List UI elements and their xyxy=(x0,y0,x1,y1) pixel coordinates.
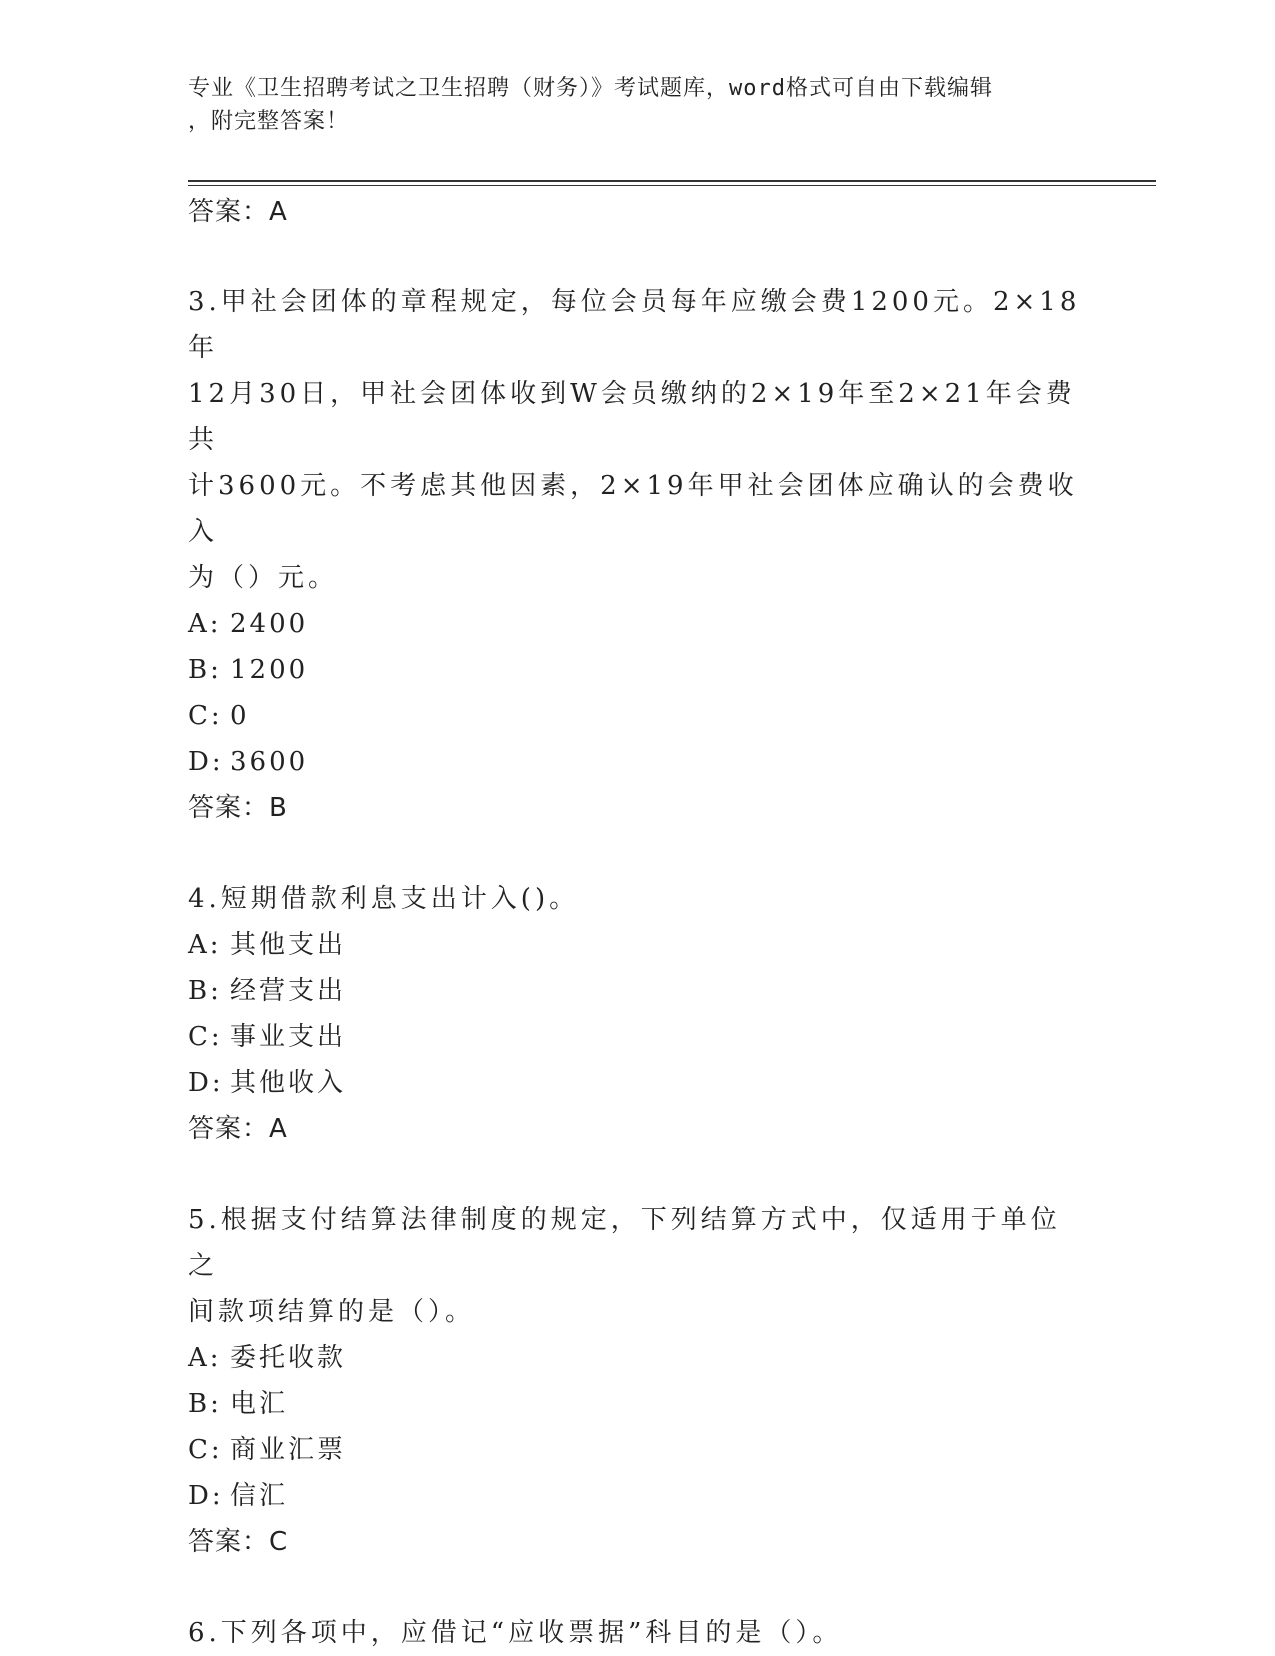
option-c: C: 事业支出 xyxy=(188,1022,347,1052)
option-b: B: 经营支出 xyxy=(188,976,347,1006)
question-item xyxy=(188,1197,1088,1565)
question-stem-line: 为（）元。 xyxy=(188,563,339,593)
question-stem-line: 3.甲社会团体的章程规定，每位会员每年应缴会费1200元。2×18年 xyxy=(188,287,1081,363)
answer-line: 答案：A xyxy=(188,1114,288,1144)
question-stem-line: 计3600元。不考虑其他因素，2×19年甲社会团体应确认的会费收入 xyxy=(188,471,1078,547)
question-item xyxy=(188,876,1088,1152)
option-a: A: 委托收款 xyxy=(188,1343,347,1373)
question-stem-line: 6.下列各项中，应借记“应收票据”科目的是（）。 xyxy=(188,1618,843,1648)
question-stem-line: 12月30日，甲社会团体收到W会员缴纳的2×19年至2×21年会费共 xyxy=(188,379,1076,455)
question-stem xyxy=(188,279,1088,601)
question-stem xyxy=(188,876,1088,922)
option-a: A: 2400 xyxy=(188,609,309,639)
option-b: B: 电汇 xyxy=(188,1389,289,1419)
question-item xyxy=(188,1610,1088,1656)
option-d: D: 信汇 xyxy=(188,1481,289,1511)
question-stem xyxy=(188,1197,1088,1335)
option-d: D: 其他收入 xyxy=(188,1068,347,1098)
document-header xyxy=(188,72,1068,138)
answer-line: 答案：C xyxy=(188,1527,289,1557)
answer-line: 答案：A xyxy=(188,197,288,227)
option-c: C: 商业汇票 xyxy=(188,1435,347,1465)
question-stem-line: 5.根据支付结算法律制度的规定，下列结算方式中，仅适用于单位之 xyxy=(188,1205,1061,1281)
header-divider xyxy=(188,180,1156,182)
question-list xyxy=(188,190,1088,1656)
option-c: C: 0 xyxy=(188,701,250,731)
answer-line: 答案：B xyxy=(188,793,288,823)
option-b: B: 1200 xyxy=(188,655,309,685)
question-stem xyxy=(188,1610,1088,1656)
option-d: D: 3600 xyxy=(188,747,309,777)
header-line-2: ，附完整答案！ xyxy=(188,109,350,134)
header-divider-thin xyxy=(188,185,1156,186)
question-stem-line: 间款项结算的是（）。 xyxy=(188,1297,476,1327)
header-line-1: 专业《卫生招聘考试之卫生招聘（财务）》考试题库，word格式可自由下载编辑 xyxy=(188,76,993,101)
question-stem-line: 4.短期借款利息支出计入()。 xyxy=(188,884,580,914)
option-a: A: 其他支出 xyxy=(188,930,347,960)
question-item xyxy=(188,279,1088,831)
